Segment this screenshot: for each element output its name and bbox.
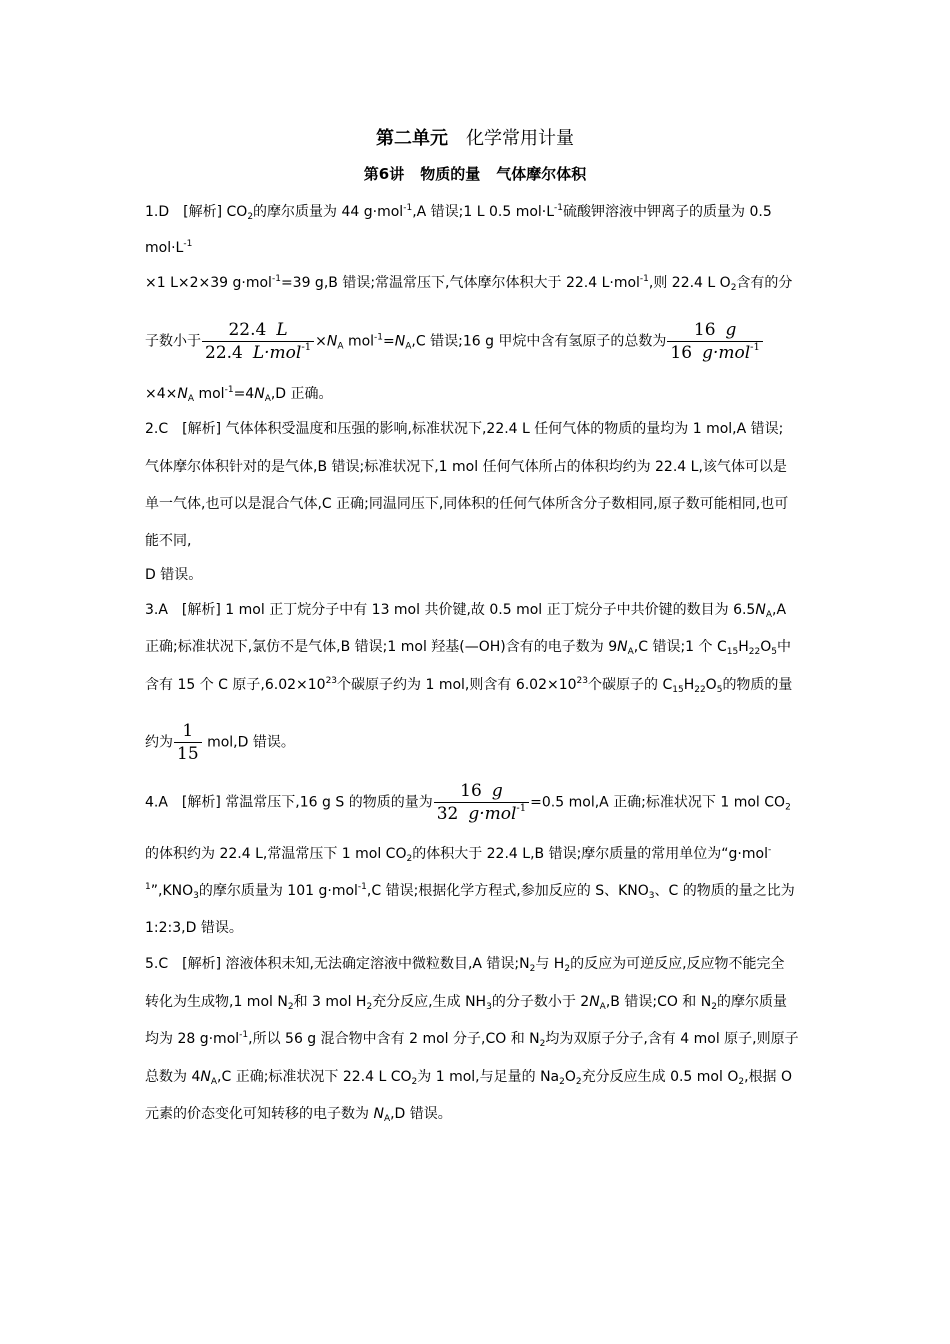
answer-4-line-4: 1:2:3,D 错误。 xyxy=(145,920,243,936)
answer-4-line-1: 4.A [解析] 常温常压下,16 g S 的物质的量为 $\frac{16 g}{32 g\cdot mol^{-1}}$ =0.5 mol,A 正确;标准状况下 1 mol $CO_2$ xyxy=(145,781,791,824)
answer-1-line-4: 子数小于 $\frac{22.4 L}{22.4 L\cdot mol^{-1}}$ $\times N_A$ $mol^{-1}=N_A,C$ 错误;16 g 甲烷中含有氢原子的总数为 $\frac{16 g}{16 g\cdot mol^{-1}}$ xyxy=(145,319,764,364)
answer-5-line-3: 均为 28 g·mol$^{-1}$,所以 56 g 混合物中含有 2 mol 分子,CO 和 $N_2$均为双原子分子,含有 4 mol 原子,则原子 xyxy=(145,1030,799,1049)
fraction-sulfur-moles: $\frac{16 g}{32 g\cdot mol^{-1}}$ xyxy=(434,780,529,825)
answer-1-line-3: ×1 L×2×39 g·mol$^{-1}$=39 g,B 错误;常温常压下,气体摩尔体积大于 22.4 L·mol$^{-1}$,则 22.4 L $O_2$含有的分 xyxy=(145,274,793,293)
fraction-molar-volume: $\frac{22.4 L}{22.4 L\cdot mol^{-1}}$ xyxy=(202,319,314,364)
answer-3-line-2: 正确;标准状况下,氯仿不是气体,B 错误;1 mol 羟基(—OH)含有的电子数为 $9N_A,C$ 错误;1 个 $C_{15}H_{22}O_5$中 xyxy=(145,639,791,657)
answer-1-line-5: $\times 4\times N_A$ $mol^{-1}=4N_A,D$ 正确。 xyxy=(145,385,333,404)
answer-2-line-3: 单一气体,也可以是混合气体,C 正确;同温同压下,同体积的任何气体所含分子数相同,原子数可能相同,也可 xyxy=(145,496,789,512)
answer-2-line-4: 能不同, xyxy=(145,533,192,549)
answer-5-line-2: 转化为生成物,1 mol $N_2$和 3 mol $H_2$充分反应,生成 $NH_3$的分子数小于 $2N_A,B$ 错误;CO 和 $N_2$的摩尔质量 xyxy=(145,994,787,1012)
answer-3-line-1: 3.A [解析] 1 mol 正丁烷分子中有 13 mol 共价键,故 0.5 mol 正丁烷分子中共价键的数目为 $6.5N_A,A$ xyxy=(145,602,787,620)
answer-3-line-4: 约为 $\frac{1}{15}$ mol,D 错误。 xyxy=(145,721,295,764)
answer-4-line-2: 的体积约为 22.4 L,常温常压下 1 mol $CO_2$的体积大于 22.4 L,B 错误;摩尔质量的常用单位为“g·mol- xyxy=(145,845,772,864)
answer-5-line-5: 元素的价态变化可知转移的电子数为 $N_A,D$ 错误。 xyxy=(145,1106,452,1124)
fraction-methane-moles: $\frac{16 g}{16 g\cdot mol^{-1}}$ xyxy=(667,319,762,364)
answer-5-line-1: 5.C [解析] 溶液体积未知,无法确定溶液中微粒数目,A 错误$;N_2$与 $H_2$的反应为可逆反应,反应物不能完全 xyxy=(145,956,785,974)
lesson-title: 第6讲 物质的量 气体摩尔体积 xyxy=(363,165,587,183)
answer-5-line-4: 总数为 $4N_A,C$ 正确;标准状况下 22.4 L $CO_2$为 1 mol,与足量的 $Na_2O_2$充分反应生成 0.5 mol $O_2$,根据 O xyxy=(145,1069,793,1087)
answer-1-line-1: 1.D [解析] $CO_2$的摩尔质量为 44 g·mol$^{-1}$,A 错误;1 L 0.5 $mol\cdot L^{-1}$硫酸钾溶液中钾离子的质量为 0.5 xyxy=(145,203,772,222)
answer-3-line-3: 含有 15 个 C 原子$,6.02\times 10^{23}$个碳原子约为 1 mol,则含有 $6.02\times 10^{23}$个碳原子的 $C_{15}H_{22}O_5$的物质的量 xyxy=(145,676,793,695)
answer-2-line-2: 气体摩尔体积针对的是气体,B 错误;标准状况下,1 mol 任何气体所占的体积均约为 22.4 L,该气体可以是 xyxy=(145,459,787,475)
fraction-one-fifteenth: $\frac{1}{15}$ xyxy=(174,720,202,765)
unit-title: 第二单元 化学常用计量 xyxy=(376,128,574,149)
answer-2-line-1: 2.C [解析] 气体体积受温度和压强的影响,标准状况下,22.4 L 任何气体的物质的量均为 1 mol,A 错误; xyxy=(145,421,784,437)
answer-2-line-5: D 错误。 xyxy=(145,567,203,583)
answer-1-line-2: $mol\cdot L^{-1}$ xyxy=(145,239,193,256)
answer-4-line-3: $^1”,KNO_3$的摩尔质量为 101 g·mol$^{-1}$,C 错误;根据化学方程式,参加反应的 S、$KNO_3$、C 的物质的量之比为 xyxy=(145,882,795,901)
